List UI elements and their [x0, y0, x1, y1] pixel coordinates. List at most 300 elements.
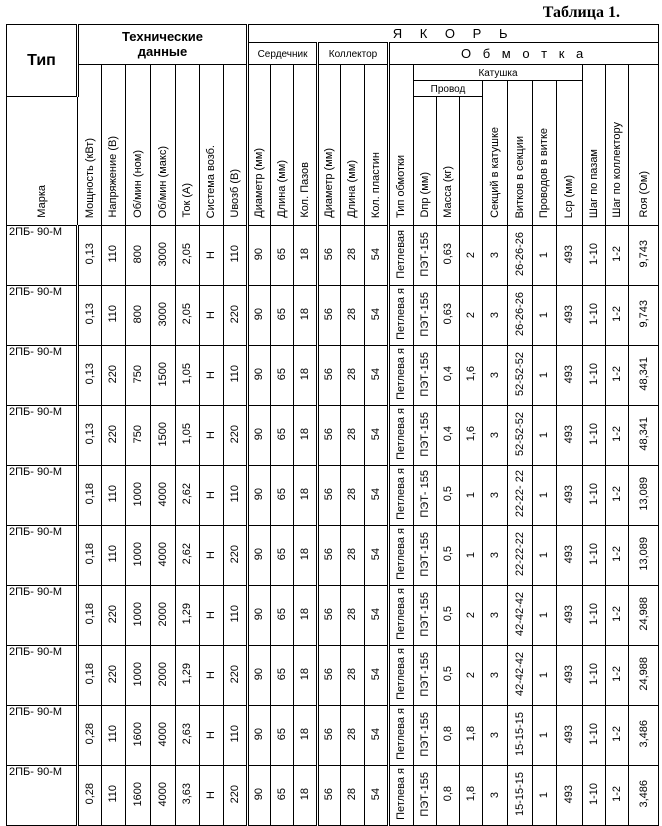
cell-value: 18: [298, 547, 311, 561]
cell-value: 1: [538, 612, 551, 619]
cell-roya: [629, 406, 659, 466]
table-row: [7, 286, 659, 346]
cell-roya: [629, 286, 659, 346]
cell-rpm-nom: [126, 226, 151, 286]
cell-coll-step: [606, 286, 629, 346]
cell-core-diam: [248, 406, 271, 466]
cell-excitation: [200, 286, 224, 346]
col-turns: Витков в секции: [508, 81, 533, 226]
cell-dpr: [437, 646, 460, 706]
cell-turns: [508, 346, 533, 406]
cell-slots: [294, 526, 318, 586]
cell-value: 1-2: [610, 246, 623, 262]
cell-value: 110: [107, 485, 120, 503]
cell-current: [176, 406, 200, 466]
cell-core-len: [271, 346, 294, 406]
cell-coll-step: [606, 766, 629, 826]
cell-value: ПЭТ-155: [418, 231, 431, 277]
cell-value: 750: [131, 364, 144, 384]
cell-value: 2: [464, 252, 477, 259]
cell-value: 220: [107, 664, 120, 684]
cell-value: 1,8: [464, 726, 477, 742]
cell-value: 24,988: [637, 657, 650, 691]
cell-sections: [483, 646, 508, 706]
cell-value: 1500: [156, 361, 169, 387]
cell-value: 18: [298, 667, 311, 681]
cell-value: 220: [228, 424, 241, 444]
cell-value: 90: [253, 787, 266, 801]
cell-wires: [533, 406, 557, 466]
cell-current: [176, 346, 200, 406]
cell-brand: [414, 346, 437, 406]
cell-coll-len: [341, 286, 365, 346]
cell-voltage: [102, 286, 126, 346]
cell-value: 1: [538, 432, 551, 439]
cell-value: 1,05: [181, 423, 194, 445]
cell-coll-len: [341, 646, 365, 706]
cell-rpm-max: [151, 466, 176, 526]
cell-wires: [533, 286, 557, 346]
cell-value: 0,5: [441, 606, 454, 622]
cell-core-len: [271, 226, 294, 286]
cell-value: 1: [464, 552, 477, 559]
col-rpm-nom: Об/мин (ном): [126, 65, 151, 226]
table-row: [7, 766, 659, 826]
cell-roya: [629, 646, 659, 706]
cell-value: 220: [107, 424, 120, 444]
cell-type: 2ПБ- 90-М: [7, 406, 78, 466]
cell-value: 42-42-42: [513, 651, 526, 697]
cell-value: 493: [563, 724, 576, 744]
cell-value: 1: [538, 552, 551, 559]
cell-plates: [365, 466, 389, 526]
cell-value: 90: [253, 487, 266, 501]
cell-value: 2,63: [181, 723, 194, 745]
cell-value: 493: [563, 484, 576, 504]
cell-dpr: [437, 586, 460, 646]
cell-value: 1500: [156, 421, 169, 447]
cell-value: 65: [275, 727, 288, 741]
cell-turns: [508, 466, 533, 526]
collector-header: Коллектор: [318, 43, 389, 65]
cell-dpr: [437, 346, 460, 406]
col-current: Ток (А): [176, 65, 200, 226]
cell-value: 3: [488, 252, 501, 259]
cell-value: 56: [323, 607, 336, 621]
cell-value: 54: [369, 607, 382, 621]
cell-rpm-max: [151, 406, 176, 466]
col-sections: Секций в катушке: [483, 81, 508, 226]
cell-wires: [533, 646, 557, 706]
cell-power: [78, 706, 102, 766]
cell-value: 90: [253, 667, 266, 681]
cell-rpm-max: [151, 706, 176, 766]
cell-value: Петлевая: [395, 229, 408, 279]
cell-value: 0,13: [83, 243, 96, 265]
cell-value: 26-26-26: [513, 291, 526, 337]
cell-value: 1-2: [610, 306, 623, 322]
cell-core-len: [271, 706, 294, 766]
cell-value: 0,5: [441, 546, 454, 562]
cell-value: 1-2: [610, 426, 623, 442]
cell-slot-step: [583, 586, 606, 646]
col-plates: Кол. пластин: [365, 65, 389, 226]
cell-value: 2: [464, 312, 477, 319]
cell-value: 54: [369, 427, 382, 441]
cell-value: 56: [323, 487, 336, 501]
cell-core-diam: [248, 706, 271, 766]
cell-value: 220: [228, 664, 241, 684]
cell-mass: [460, 766, 483, 826]
cell-voltage: [102, 226, 126, 286]
cell-mass: [460, 586, 483, 646]
cell-value: 54: [369, 667, 382, 681]
cell-value: Н: [205, 430, 218, 439]
cell-value: 1-10: [587, 422, 600, 446]
cell-coll-diam: [318, 586, 341, 646]
cell-value: 65: [275, 547, 288, 561]
cell-slot-step: [583, 466, 606, 526]
cell-value: 750: [131, 424, 144, 444]
cell-slots: [294, 226, 318, 286]
cell-wires: [533, 346, 557, 406]
cell-value: 1000: [131, 661, 144, 687]
cell-roya: [629, 226, 659, 286]
cell-voltage: [102, 646, 126, 706]
cell-value: 42-42-42: [513, 591, 526, 637]
cell-rpm-nom: [126, 526, 151, 586]
cell-slot-step: [583, 286, 606, 346]
cell-value: Петлева я: [395, 768, 408, 820]
cell-value: 1-10: [587, 482, 600, 506]
cell-value: 9,743: [637, 240, 650, 268]
cell-uexc: [224, 226, 248, 286]
cell-dpr: [437, 706, 460, 766]
cell-value: 56: [323, 547, 336, 561]
cell-value: 28: [346, 247, 359, 261]
cell-value: 1600: [131, 721, 144, 747]
cell-plates: [365, 346, 389, 406]
cell-value: 0,63: [441, 243, 454, 265]
cell-coll-diam: [318, 406, 341, 466]
cell-lcp: [557, 286, 583, 346]
cell-value: 0,5: [441, 486, 454, 502]
cell-current: [176, 766, 200, 826]
cell-value: 110: [228, 365, 241, 383]
cell-value: 52-52-52: [513, 351, 526, 397]
cell-core-diam: [248, 226, 271, 286]
cell-value: 90: [253, 367, 266, 381]
cell-value: 0,13: [83, 303, 96, 325]
cell-excitation: [200, 346, 224, 406]
cell-dpr: [437, 526, 460, 586]
cell-value: ПЭТ-155: [418, 351, 431, 397]
cell-value: 4000: [156, 541, 169, 567]
cell-value: 18: [298, 607, 311, 621]
cell-core-diam: [248, 346, 271, 406]
cell-value: 65: [275, 667, 288, 681]
cell-value: 48,341: [637, 357, 650, 391]
cell-wind-type: [389, 226, 414, 286]
cell-power: [78, 586, 102, 646]
cell-value: Петлева я: [395, 408, 408, 460]
cell-value: 90: [253, 247, 266, 261]
table-row: [7, 346, 659, 406]
cell-roya: [629, 586, 659, 646]
cell-wind-type: [389, 466, 414, 526]
cell-value: 52-52-52: [513, 411, 526, 457]
cell-value: 1,6: [464, 426, 477, 442]
cell-turns: [508, 706, 533, 766]
cell-value: 28: [346, 547, 359, 561]
cell-rpm-max: [151, 646, 176, 706]
cell-uexc: [224, 286, 248, 346]
cell-value: Н: [205, 610, 218, 619]
cell-roya: [629, 466, 659, 526]
cell-uexc: [224, 346, 248, 406]
cell-value: ПЭТ-155: [418, 531, 431, 577]
cell-turns: [508, 586, 533, 646]
wire-header: Провод: [414, 81, 483, 97]
cell-core-len: [271, 286, 294, 346]
cell-core-len: [271, 466, 294, 526]
cell-value: 0,18: [83, 603, 96, 625]
cell-value: 110: [107, 725, 120, 743]
cell-value: 90: [253, 427, 266, 441]
cell-value: 54: [369, 787, 382, 801]
col-excitation: Система возб.: [200, 65, 224, 226]
cell-brand: [414, 646, 437, 706]
cell-voltage: [102, 346, 126, 406]
cell-value: 18: [298, 727, 311, 741]
table-row: [7, 226, 659, 286]
cell-value: 28: [346, 427, 359, 441]
cell-coll-len: [341, 526, 365, 586]
cell-uexc: [224, 646, 248, 706]
cell-value: 110: [107, 305, 120, 323]
col-power: Мощность (кВт): [78, 65, 102, 226]
col-mass: Масса (кг): [437, 97, 460, 226]
cell-lcp: [557, 526, 583, 586]
cell-slots: [294, 406, 318, 466]
cell-core-diam: [248, 646, 271, 706]
cell-value: 3: [488, 732, 501, 739]
cell-value: 1-2: [610, 726, 623, 742]
cell-value: ПЭТ-155: [418, 651, 431, 697]
coil-header: Катушка: [414, 65, 583, 81]
col-core-len: Длина (мм): [271, 65, 294, 226]
cell-value: 65: [275, 427, 288, 441]
cell-coll-len: [341, 346, 365, 406]
cell-core-diam: [248, 286, 271, 346]
cell-value: 1-2: [610, 366, 623, 382]
table-row: [7, 586, 659, 646]
cell-value: 1: [538, 672, 551, 679]
cell-value: 110: [107, 545, 120, 563]
cell-value: 0,18: [83, 483, 96, 505]
cell-value: 800: [131, 304, 144, 324]
cell-brand: [414, 586, 437, 646]
cell-value: Петлева я: [395, 348, 408, 400]
col-roya: Rоя (Ом): [629, 65, 659, 226]
cell-value: 13,089: [637, 477, 650, 511]
cell-type: 2ПБ- 90-М: [7, 526, 78, 586]
cell-lcp: [557, 226, 583, 286]
cell-value: 22-22- 22: [513, 470, 526, 518]
tech-data-header: Технические данные: [78, 25, 248, 65]
cell-current: [176, 286, 200, 346]
cell-value: 1: [538, 312, 551, 319]
cell-current: [176, 466, 200, 526]
cell-value: Н: [205, 370, 218, 379]
cell-value: 0,8: [441, 786, 454, 802]
cell-value: 0,28: [83, 723, 96, 745]
cell-sections: [483, 706, 508, 766]
cell-value: Н: [205, 490, 218, 499]
cell-mass: [460, 226, 483, 286]
cell-mass: [460, 286, 483, 346]
cell-excitation: [200, 586, 224, 646]
cell-value: 54: [369, 307, 382, 321]
cell-value: 65: [275, 607, 288, 621]
cell-value: 220: [228, 784, 241, 804]
cell-value: 1-10: [587, 782, 600, 806]
cell-excitation: [200, 526, 224, 586]
cell-value: 0,13: [83, 423, 96, 445]
cell-value: 1-2: [610, 486, 623, 502]
cell-value: ПЭТ-155: [418, 591, 431, 637]
col-core-diam: Диаметр (мм): [248, 65, 271, 226]
cell-roya: [629, 526, 659, 586]
winding-header: О б м о т к а: [389, 43, 659, 65]
cell-voltage: [102, 526, 126, 586]
cell-value: 0,18: [83, 543, 96, 565]
cell-value: 56: [323, 727, 336, 741]
cell-value: 90: [253, 307, 266, 321]
cell-value: 2: [464, 672, 477, 679]
cell-value: 22-22-22: [513, 531, 526, 577]
cell-excitation: [200, 706, 224, 766]
col-rpm-max: Об/мин (макс): [151, 65, 176, 226]
cell-wind-type: [389, 646, 414, 706]
type-header: Тип: [7, 25, 78, 97]
cell-value: 1-10: [587, 722, 600, 746]
cell-value: 493: [563, 664, 576, 684]
cell-power: [78, 346, 102, 406]
cell-brand: [414, 706, 437, 766]
cell-rpm-nom: [126, 286, 151, 346]
cell-value: 2000: [156, 661, 169, 687]
cell-excitation: [200, 646, 224, 706]
cell-value: 1: [538, 372, 551, 379]
cell-value: 110: [107, 245, 120, 263]
cell-value: 28: [346, 607, 359, 621]
cell-value: 800: [131, 244, 144, 264]
cell-value: 18: [298, 427, 311, 441]
cell-lcp: [557, 586, 583, 646]
cell-voltage: [102, 466, 126, 526]
cell-coll-len: [341, 406, 365, 466]
cell-value: 1600: [131, 781, 144, 807]
cell-wind-type: [389, 406, 414, 466]
cell-rpm-max: [151, 286, 176, 346]
cell-wind-type: [389, 286, 414, 346]
cell-rpm-max: [151, 226, 176, 286]
cell-wind-type: [389, 526, 414, 586]
cell-value: 3: [488, 552, 501, 559]
cell-plates: [365, 766, 389, 826]
cell-value: 493: [563, 364, 576, 384]
cell-slots: [294, 766, 318, 826]
cell-roya: [629, 766, 659, 826]
cell-value: 56: [323, 787, 336, 801]
cell-value: 54: [369, 487, 382, 501]
cell-value: 28: [346, 307, 359, 321]
cell-value: Н: [205, 730, 218, 739]
cell-value: 1000: [131, 541, 144, 567]
cell-rpm-max: [151, 526, 176, 586]
cell-type: 2ПБ- 90-М: [7, 586, 78, 646]
col-coll-step: Шаг по коллектору: [606, 65, 629, 226]
cell-rpm-nom: [126, 706, 151, 766]
col-voltage: Напряжение (В): [102, 65, 126, 226]
cell-value: ПЭТ-155: [418, 711, 431, 757]
cell-value: Петлева я: [395, 648, 408, 700]
cell-mass: [460, 706, 483, 766]
cell-value: 110: [228, 605, 241, 623]
table-body: [7, 226, 659, 826]
cell-current: [176, 226, 200, 286]
cell-turns: [508, 406, 533, 466]
cell-value: 28: [346, 667, 359, 681]
cell-value: 1,6: [464, 366, 477, 382]
cell-slot-step: [583, 526, 606, 586]
cell-mass: [460, 346, 483, 406]
cell-wires: [533, 526, 557, 586]
cell-value: Петлева я: [395, 528, 408, 580]
cell-core-diam: [248, 766, 271, 826]
cell-core-len: [271, 646, 294, 706]
cell-voltage: [102, 706, 126, 766]
cell-value: 90: [253, 607, 266, 621]
col-dpr: Dпр (мм): [414, 97, 437, 226]
cell-value: 54: [369, 367, 382, 381]
cell-value: 3,486: [637, 780, 650, 808]
cell-value: 1-10: [587, 602, 600, 626]
cell-coll-diam: [318, 646, 341, 706]
cell-value: 3: [488, 432, 501, 439]
cell-plates: [365, 406, 389, 466]
cell-rpm-nom: [126, 346, 151, 406]
cell-roya: [629, 706, 659, 766]
cell-uexc: [224, 586, 248, 646]
cell-value: 220: [107, 604, 120, 624]
cell-value: 3: [488, 612, 501, 619]
cell-core-len: [271, 406, 294, 466]
cell-value: 2000: [156, 601, 169, 627]
cell-value: Н: [205, 790, 218, 799]
cell-value: 0,18: [83, 663, 96, 685]
cell-value: 90: [253, 547, 266, 561]
cell-value: 1-10: [587, 662, 600, 686]
cell-value: 56: [323, 247, 336, 261]
cell-wires: [533, 706, 557, 766]
cell-uexc: [224, 526, 248, 586]
cell-core-diam: [248, 526, 271, 586]
cell-coll-step: [606, 346, 629, 406]
cell-turns: [508, 526, 533, 586]
cell-wind-type: [389, 586, 414, 646]
